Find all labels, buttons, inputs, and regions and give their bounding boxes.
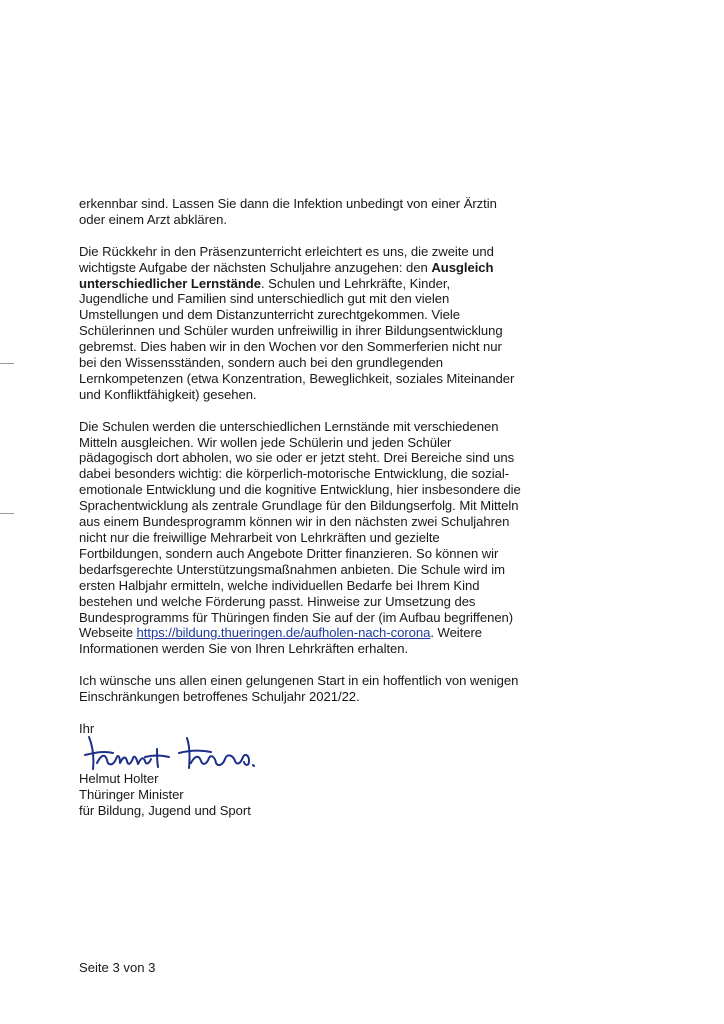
- text-line: ersten Halbjahr ermitteln, welche individuellen Bedarfe bei Ihrem Kind: [79, 577, 480, 593]
- page-footer: [79, 960, 155, 976]
- text-line: pädagogisch dort abholen, wo sie oder er jetzt steht. Drei Bereiche sind uns: [79, 450, 515, 466]
- text-line: Informationen werden Sie von Ihren Lehrkräften erhalten.: [79, 641, 409, 657]
- text-line: bedarfsgerechte Unterstützungsmaßnahmen anbieten. Die Schule wird im: [79, 561, 506, 577]
- text-line: Jugendliche und Familien sind unterschiedlich gut mit den vielen: [79, 291, 450, 307]
- text-segment: Webseite: [79, 625, 137, 641]
- signatory-name: Helmut Holter: [79, 770, 159, 786]
- letter-body: [79, 196, 549, 818]
- paragraph-infection-note: [79, 196, 549, 228]
- bold-emphasis: unterschiedlicher Lernstände: [79, 275, 261, 291]
- punch-mark: [0, 513, 14, 514]
- program-website-link[interactable]: https://bildung.thueringen.de/aufholen-nach-corona: [136, 625, 431, 641]
- text-line: bei den Wissensständen, sondern auch bei den grundlegenden: [79, 355, 443, 371]
- text-line: Schülerinnen und Schüler wurden unfreiwillig in ihrer Bildungsentwicklung: [79, 323, 503, 339]
- text-line: Sprachentwicklung als zentrale Grundlage für den Bildungserfolg. Mit Mitteln: [79, 498, 519, 514]
- text-segment: . Schulen und Lehrkräfte, Kinder,: [260, 275, 451, 291]
- paragraph-learning-gaps: [79, 244, 549, 403]
- greeting-text: Ihr: [79, 720, 95, 736]
- text-line: nicht nur die freiwillige Mehrarbeit von Lehrkräften und gezielte: [79, 530, 440, 545]
- text-line: gebremst. Dies haben wir in den Wochen vor den Sommerferien nicht nur: [79, 339, 502, 355]
- text-line: aus einem Bundesprogramm können wir in den nächsten zwei Schuljahren: [79, 514, 510, 530]
- paragraph-federal-program: [79, 419, 549, 658]
- signatory-department: für Bildung, Jugend und Sport: [79, 802, 251, 818]
- text-line: Die Rückkehr in den Präsenzunterricht erleichtert es uns, die zweite und: [79, 243, 494, 259]
- text-line: oder einem Arzt abklären.: [79, 211, 227, 227]
- text-segment: wichtigste Aufgabe der nächsten Schuljahre anzugehen: den: [79, 259, 432, 275]
- text-line: [79, 625, 549, 641]
- text-line: Ich wünsche uns allen einen gelungenen Start in ein hoffentlich von wenigen: [79, 673, 519, 689]
- text-line: Einschränkungen betroffenes Schuljahr 2021/22.: [79, 689, 360, 705]
- text-line: emotionale Entwicklung und die kognitive Entwicklung, hier insbesondere die: [79, 482, 521, 498]
- text-segment: . Weitere: [430, 625, 483, 641]
- signature-block: [79, 771, 549, 819]
- fold-mark: [0, 363, 14, 364]
- signatory-title: Thüringer Minister: [79, 786, 184, 802]
- text-line: [79, 260, 549, 276]
- text-line: Mitteln ausgleichen. Wir wollen jede Schülerin und jeden Schüler: [79, 434, 452, 450]
- text-line: Umstellungen und dem Distanzunterricht zurechtgekommen. Viele: [79, 307, 460, 323]
- bold-emphasis: Ausgleich: [431, 259, 494, 275]
- text-line: Lernkompetenzen (etwa Konzentration, Beweglichkeit, soziales Miteinander: [79, 370, 515, 386]
- text-line: [79, 276, 549, 292]
- text-line: dabei besonders wichtig: die körperlich-motorische Entwicklung, die sozial-: [79, 466, 510, 482]
- text-line: Die Schulen werden die unterschiedlichen Lernstände mit verschiedenen: [79, 418, 499, 434]
- page-number: Seite 3 von 3: [79, 960, 156, 975]
- text-line: Bundesprogramms für Thüringen finden Sie auf der (im Aufbau begriffenen): [79, 609, 514, 625]
- paragraph-closing-wish: [79, 673, 549, 705]
- text-line: bestehen und welche Förderung passt. Hinweise zur Umsetzung des: [79, 593, 476, 609]
- text-line: Fortbildungen, sondern auch Angebote Dritter finanzieren. So können wir: [79, 545, 499, 561]
- text-line: erkennbar sind. Lassen Sie dann die Infektion unbedingt von einer Ärztin: [79, 196, 497, 211]
- handwritten-signature: [83, 733, 263, 773]
- text-line: und Konfliktfähigkeit) gesehen.: [79, 386, 257, 402]
